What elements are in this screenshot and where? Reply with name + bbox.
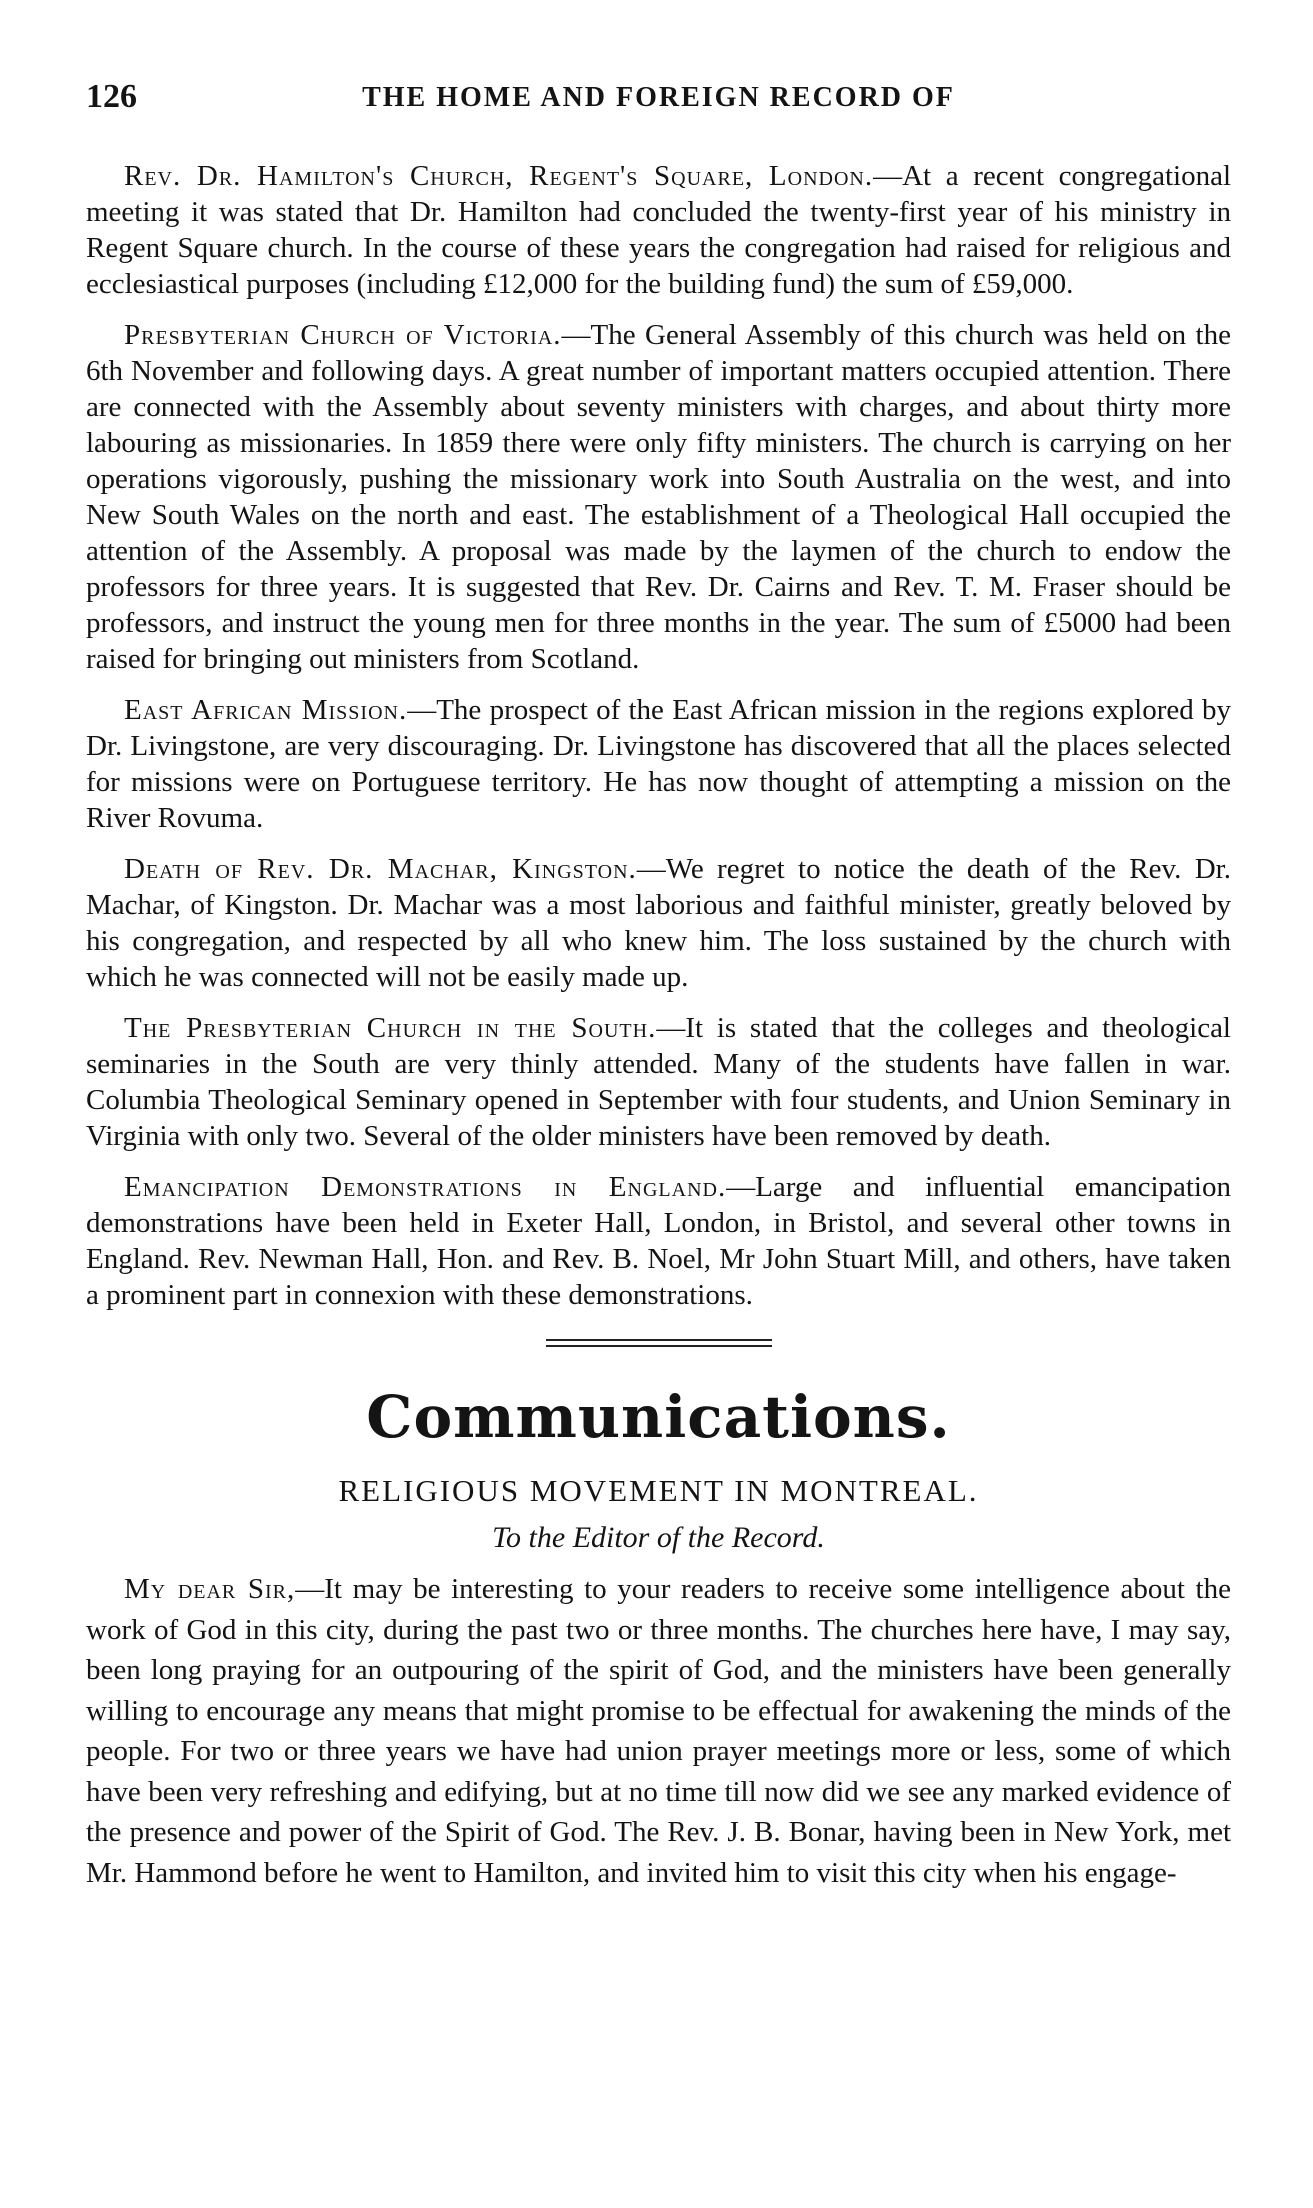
article-addressee: To the Editor of the Record. — [492, 1521, 825, 1554]
article-title: RELIGIOUS MOVEMENT IN MONTREAL. — [338, 1473, 979, 1508]
divider-line — [546, 1339, 772, 1341]
news-item-church-south — [86, 1010, 1231, 1154]
news-item-emancipation — [86, 1169, 1231, 1313]
divider-line — [546, 1345, 772, 1347]
section-divider — [546, 1339, 772, 1347]
news-item-east-african-mission — [86, 692, 1231, 836]
news-text: —We regret to notice the death of the Rev. Dr. Machar, of Kingston. Dr. Machar was a most laborious and faithful minister, greatly beloved by his congregation, and respected by all who knew him. The loss sustained by the church with which he was connected will not be easily made up. — [86, 853, 1231, 993]
news-heading: The Presbyterian Church in the South. — [124, 1012, 657, 1044]
news-text: —The prospect of the East African mission in the regions explored by Dr. Livingstone, are very discouraging. Dr. Livingstone has discovered that all the places selected for missions were on Portuguese territory. He has now thought of attempting a mission on the River Rovuma. — [86, 694, 1231, 834]
news-heading: Presbyterian Church of Victoria. — [124, 319, 562, 351]
section-title: Communications. — [366, 1383, 951, 1451]
news-text: —Large and influential emancipation demonstrations have been held in Exeter Hall, London, in Bristol, and several other towns in England. Rev. Newman Hall, Hon. and Rev. B. Noel, Mr John Stuart Mill, and others, have taken a prominent part in connexion with these demonstrations. — [86, 1171, 1231, 1311]
news-heading: Emancipation Demonstrations in England. — [124, 1171, 727, 1203]
page-number: 126 — [86, 78, 137, 115]
news-heading: Death of Rev. Dr. Machar, Kingston. — [124, 853, 637, 885]
news-item-death-machar — [86, 851, 1231, 995]
letter-text: —It may be interesting to your readers to receive some intelligence about the work of God in this city, during the past two or three months. The churches here have, I may say, been long praying for an outpouring of the spirit of God, and the ministers have been generally willing to encourage any means that might promise to be effectual for awakening the minds of the people. For two or three years we have had union prayer meetings more or less, some of which have been very refreshing and edifying, but at no time till now did we see any marked evidence of the presence and power of the Spirit of God. The Rev. J. B. Bonar, having been in New York, met Mr. Hammond before he went to Hamilton, and invited him to visit this city when his engage- — [86, 1573, 1231, 1889]
news-text: —At a recent congregational meeting it was stated that Dr. Hamilton had concluded the twenty-first year of his ministry in Regent Square church. In the course of these years the congregation had raised for religious and ecclesiastical purposes (including £12,000 for the building fund) the sum of £59,000. — [86, 160, 1231, 300]
page-body — [86, 158, 1231, 1893]
salutation: My dear Sir, — [124, 1573, 296, 1605]
news-item-victoria-church — [86, 317, 1231, 677]
news-heading: Rev. Dr. Hamilton's Church, Regent's Square, London. — [124, 160, 874, 192]
running-title: THE HOME AND FOREIGN RECORD OF — [362, 82, 955, 113]
letter-body — [86, 1569, 1231, 1893]
news-heading: East African Mission. — [124, 694, 408, 726]
news-item-hamilton-church — [86, 158, 1231, 302]
news-text: —It is stated that the colleges and theological seminaries in the South are very thinly attended. Many of the students have fallen in war. Columbia Theological Seminary opened in September with four students, and Union Seminary in Virginia with only two. Several of the older ministers have been removed by death. — [86, 1012, 1231, 1152]
news-text: —The General Assembly of this church was held on the 6th November and following days. A great number of important matters occupied attention. There are connected with the Assembly about seventy ministers with charges, and about thirty more labouring as missionaries. In 1859 there were only fifty ministers. The church is carrying on her operations vigorously, pushing the missionary work into South Australia on the west, and into New South Wales on the north and east. The establishment of a Theological Hall occupied the attention of the Assembly. A proposal was made by the laymen of the church to endow the professors for three years. It is suggested that Rev. Dr. Cairns and Rev. T. M. Fraser should be professors, and instruct the young men for three months in the year. The sum of £5000 had been raised for bringing out ministers from Scotland. — [86, 319, 1231, 675]
page-header — [86, 78, 1231, 124]
